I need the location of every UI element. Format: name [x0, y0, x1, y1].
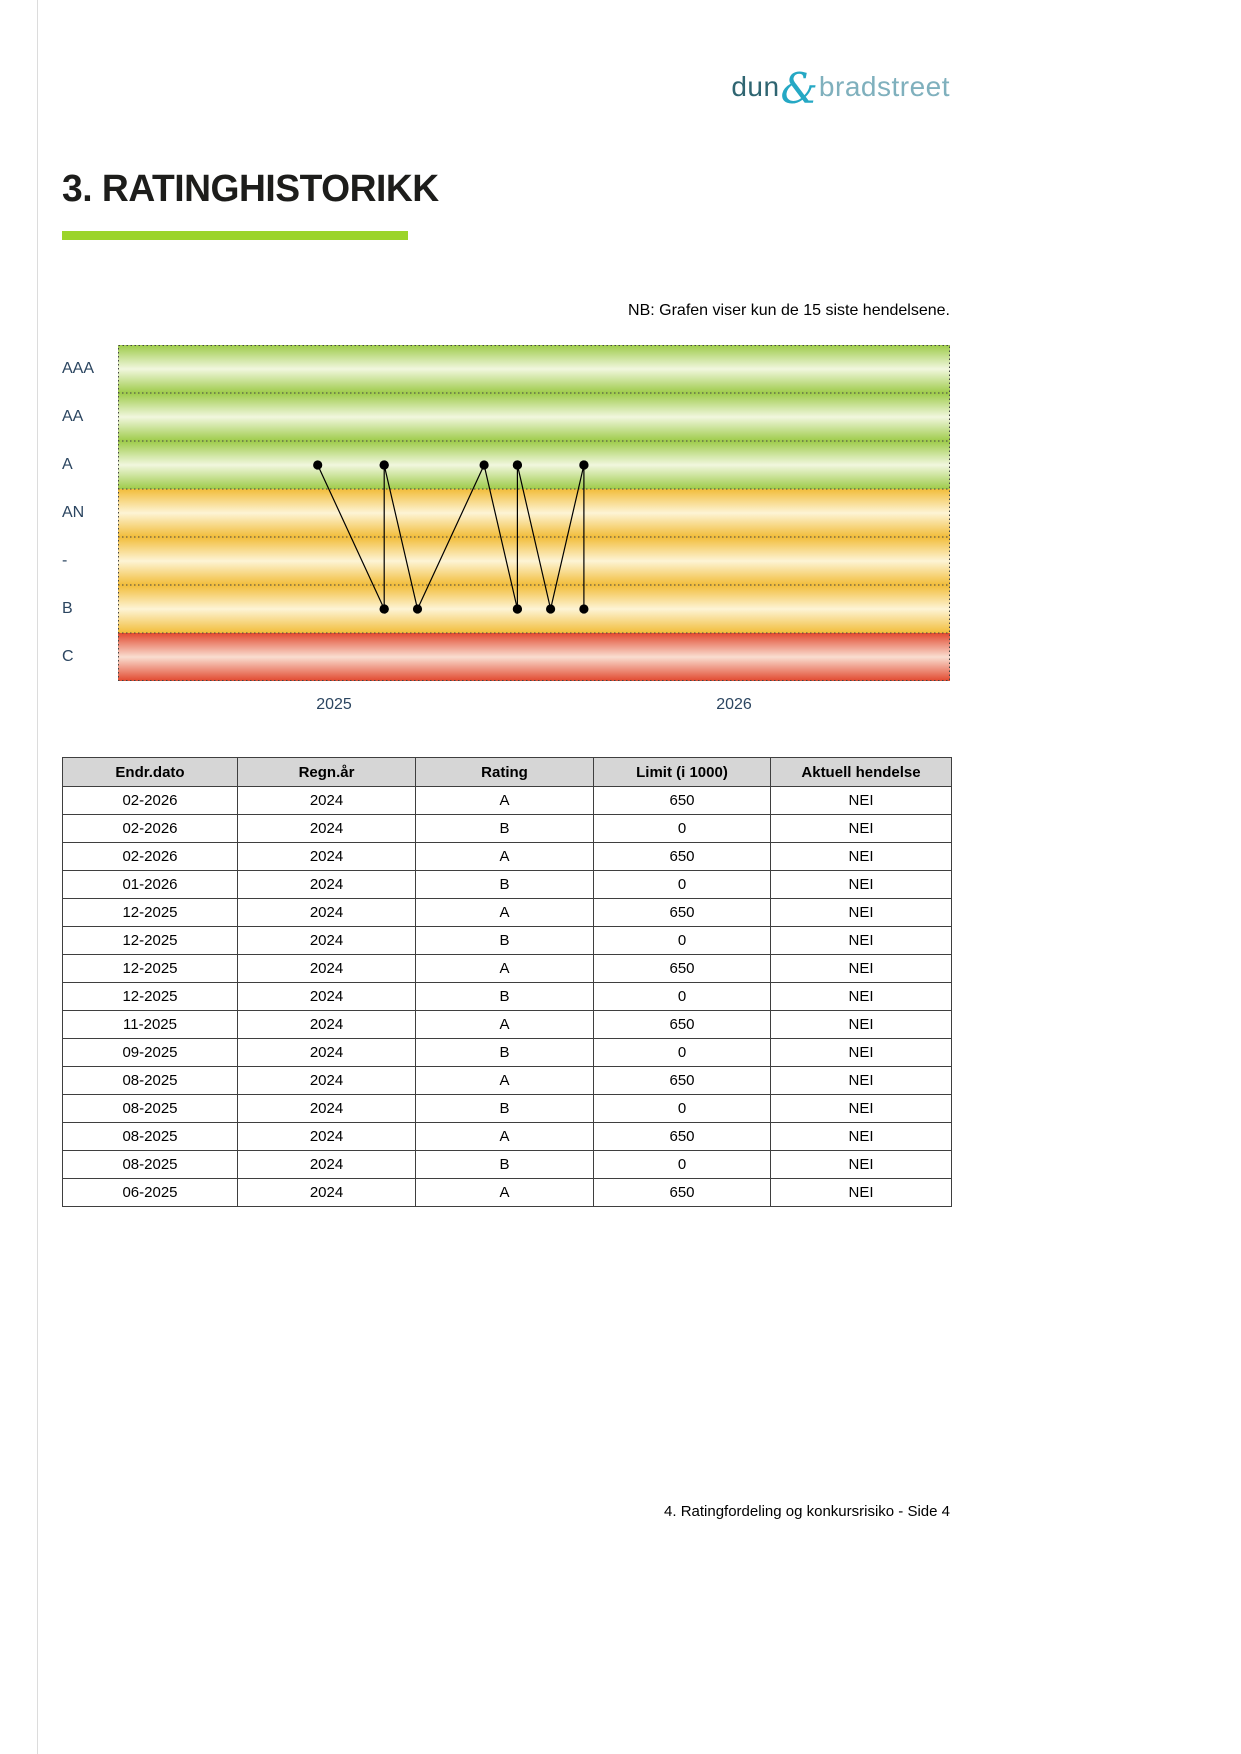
rating-history-table — [62, 757, 952, 1207]
table-cell: 2024 — [238, 1151, 416, 1179]
table-row — [63, 899, 952, 927]
table-cell: NEI — [771, 787, 952, 815]
table-cell: 2024 — [238, 1039, 416, 1067]
table-cell: 11-2025 — [63, 1011, 238, 1039]
y-axis-label-b: B — [62, 600, 73, 617]
table-row — [63, 815, 952, 843]
table-cell: 06-2025 — [63, 1179, 238, 1207]
table-cell: NEI — [771, 1179, 952, 1207]
dun-bradstreet-logo — [731, 64, 950, 113]
table-cell: A — [416, 1011, 594, 1039]
table-cell: NEI — [771, 1123, 952, 1151]
logo-text-bradstreet: bradstreet — [818, 71, 950, 102]
x-axis-label-2025: 2025 — [316, 696, 352, 713]
table-cell: 650 — [594, 843, 771, 871]
table-cell: NEI — [771, 983, 952, 1011]
rating-data-point — [480, 460, 489, 469]
table-cell: NEI — [771, 843, 952, 871]
table-cell: 0 — [594, 927, 771, 955]
table-cell: 2024 — [238, 1123, 416, 1151]
y-axis-label-dash: - — [62, 552, 68, 569]
table-cell: 650 — [594, 787, 771, 815]
table-cell: 08-2025 — [63, 1151, 238, 1179]
rating-data-point — [380, 460, 389, 469]
y-axis-label-aaa: AAA — [62, 360, 95, 377]
rating-data-point — [546, 604, 555, 613]
table-row — [63, 955, 952, 983]
table-cell: 650 — [594, 1123, 771, 1151]
table-cell: 02-2026 — [63, 843, 238, 871]
table-row — [63, 1095, 952, 1123]
table-row — [63, 871, 952, 899]
table-cell: NEI — [771, 871, 952, 899]
table-cell: 2024 — [238, 983, 416, 1011]
table-cell: 0 — [594, 1151, 771, 1179]
table-cell: 2024 — [238, 927, 416, 955]
column-header-0: Endr.dato — [63, 758, 238, 787]
table-cell: 12-2025 — [63, 927, 238, 955]
table-cell: A — [416, 1123, 594, 1151]
table-cell: A — [416, 787, 594, 815]
y-axis-label-a: A — [62, 456, 73, 473]
table-cell: A — [416, 1179, 594, 1207]
table-cell: 0 — [594, 983, 771, 1011]
table-cell: 0 — [594, 1095, 771, 1123]
rating-data-point — [313, 460, 322, 469]
table-cell: A — [416, 843, 594, 871]
table-cell: NEI — [771, 1151, 952, 1179]
table-cell: 08-2025 — [63, 1123, 238, 1151]
table-cell: 08-2025 — [63, 1095, 238, 1123]
table-cell: NEI — [771, 899, 952, 927]
table-cell: A — [416, 899, 594, 927]
table-cell: 12-2025 — [63, 955, 238, 983]
table-row — [63, 787, 952, 815]
column-header-1: Regn.år — [238, 758, 416, 787]
x-axis-label-2026: 2026 — [716, 696, 752, 713]
chart-canvas — [118, 345, 950, 681]
table-cell: 650 — [594, 1067, 771, 1095]
table-cell: B — [416, 1039, 594, 1067]
rating-band-an — [118, 489, 950, 537]
table-cell: 2024 — [238, 1179, 416, 1207]
table-cell: 0 — [594, 1039, 771, 1067]
table-cell: 2024 — [238, 787, 416, 815]
page-footer: 4. Ratingfordeling og konkursrisiko - Side 4 — [664, 1503, 950, 1520]
table-cell: NEI — [771, 815, 952, 843]
table-cell: 2024 — [238, 1095, 416, 1123]
table-row — [63, 843, 952, 871]
table-cell: NEI — [771, 1095, 952, 1123]
table-cell: B — [416, 1151, 594, 1179]
table-cell: 650 — [594, 1011, 771, 1039]
logo-ampersand-icon: & — [780, 64, 818, 113]
y-axis-label-aa: AA — [62, 408, 84, 425]
rating-data-point — [380, 604, 389, 613]
table-row — [63, 1011, 952, 1039]
table-cell: A — [416, 1067, 594, 1095]
chart-x-axis-labels — [118, 696, 950, 718]
table-row — [63, 927, 952, 955]
logo-text-dun: dun — [731, 71, 780, 102]
rating-data-point — [513, 604, 522, 613]
rating-band-a — [118, 441, 950, 489]
table-cell: NEI — [771, 955, 952, 983]
table-cell: B — [416, 927, 594, 955]
rating-band-aa — [118, 393, 950, 441]
table-cell: 2024 — [238, 815, 416, 843]
table-row — [63, 1039, 952, 1067]
table-cell: 12-2025 — [63, 983, 238, 1011]
table-cell: 2024 — [238, 843, 416, 871]
table-cell: NEI — [771, 1067, 952, 1095]
rating-band-aaa — [118, 345, 950, 393]
table-cell: NEI — [771, 1039, 952, 1067]
table-cell: NEI — [771, 927, 952, 955]
table-cell: B — [416, 871, 594, 899]
y-axis-label-an: AN — [62, 504, 85, 521]
table-cell: 650 — [594, 955, 771, 983]
table-row — [63, 983, 952, 1011]
table-cell: 2024 — [238, 899, 416, 927]
table-cell: 12-2025 — [63, 899, 238, 927]
column-header-3: Limit (i 1000) — [594, 758, 771, 787]
rating-band-b — [118, 585, 950, 633]
rating-history-chart — [118, 345, 950, 681]
table-cell: 08-2025 — [63, 1067, 238, 1095]
table-row — [63, 1123, 952, 1151]
table-cell: B — [416, 1095, 594, 1123]
table-cell: 2024 — [238, 1067, 416, 1095]
title-accent-bar — [62, 231, 408, 240]
table-cell: 2024 — [238, 871, 416, 899]
table-cell: A — [416, 955, 594, 983]
table-cell: B — [416, 983, 594, 1011]
table-row — [63, 1179, 952, 1207]
rating-band-dash — [118, 537, 950, 585]
rating-data-point — [579, 460, 588, 469]
table-cell: B — [416, 815, 594, 843]
table-row — [63, 1067, 952, 1095]
rating-data-point — [413, 604, 422, 613]
table-cell: 09-2025 — [63, 1039, 238, 1067]
table-cell: 0 — [594, 871, 771, 899]
rating-data-point — [513, 460, 522, 469]
table-header-row — [63, 758, 952, 787]
y-axis-label-c: C — [62, 648, 74, 665]
rating-data-point — [579, 604, 588, 613]
table-cell: NEI — [771, 1011, 952, 1039]
table-cell: 650 — [594, 1179, 771, 1207]
table-cell: 2024 — [238, 1011, 416, 1039]
table-cell: 02-2026 — [63, 787, 238, 815]
rating-band-c — [118, 633, 950, 681]
page-edge-line — [37, 0, 38, 1754]
table-row — [63, 1151, 952, 1179]
section-title: 3. RATINGHISTORIKK — [62, 168, 439, 210]
table-cell: 0 — [594, 815, 771, 843]
column-header-4: Aktuell hendelse — [771, 758, 952, 787]
column-header-2: Rating — [416, 758, 594, 787]
table-cell: 650 — [594, 899, 771, 927]
table-cell: 01-2026 — [63, 871, 238, 899]
table-cell: 02-2026 — [63, 815, 238, 843]
chart-note: NB: Grafen viser kun de 15 siste hendelsene. — [628, 302, 950, 319]
table-cell: 2024 — [238, 955, 416, 983]
chart-y-axis-labels — [62, 345, 116, 681]
